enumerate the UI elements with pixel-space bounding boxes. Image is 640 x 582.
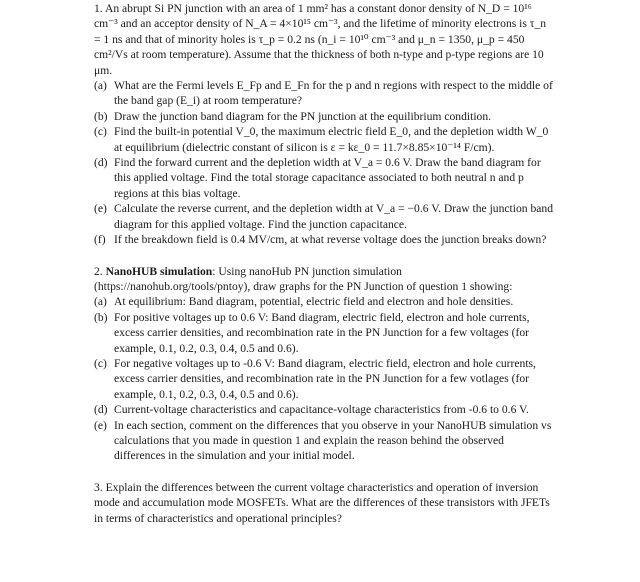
- part-text: If the breakdown field is 0.4 MV/cm, at what reverse voltage does the junction breaks down?: [114, 233, 547, 247]
- part-text: Draw the junction band diagram for the PN junction at the equilibrium condition.: [114, 109, 492, 123]
- part-text: At equilibrium: Band diagram, potential, electric field and electron and hole densities.: [114, 295, 514, 309]
- question-3: [94, 480, 554, 526]
- part-label: (d): [94, 156, 108, 170]
- part-text: Find the forward current and the depletion width at V_a = 0.6 V. Draw the band diagram for this applied voltage. Find the total storage capacitance associated to both neutral n and p regions at this bias voltage.: [114, 156, 541, 200]
- problem-set: [94, 1, 554, 542]
- part-text: For positive voltages up to 0.6 V: Band diagram, electric field, electron and hole currents, excess carrier densities, and recombination rate in the PN Junction for a few voltages (for example, 0.1, 0.2, 0.3, 0.4, 0.5 and 0.6).: [114, 310, 530, 355]
- question-1-part-f: [94, 232, 554, 247]
- question-2-parts: [94, 294, 554, 463]
- question-1-part-a: [94, 78, 554, 109]
- question-2: [94, 264, 554, 464]
- question-1-part-c: [94, 124, 554, 155]
- question-2-intro: [94, 264, 554, 295]
- question-1-part-b: [94, 109, 554, 124]
- part-text: Current-voltage characteristics and capacitance-voltage characteristics from -0.6 to 0.6 V.: [114, 403, 529, 417]
- part-label: (a): [94, 295, 107, 309]
- part-label: (f): [94, 233, 106, 247]
- question-2-part-a: [94, 294, 554, 309]
- question-1-part-e: [94, 201, 554, 232]
- part-text: Calculate the reverse current, and the depletion width at V_a = −0.6 V. Draw the junction band diagram for this applied voltage. Find the junction capacitance.: [114, 202, 554, 231]
- question-1: [94, 1, 554, 248]
- part-text: For negative voltages up to -0.6 V: Band diagram, electric field, electron and hole currents, excess carrier densities, and recombination rate in the PN Junction for a few votlages (for example, 0.1, 0.2, 0.3, 0.4, 0.5 and 0.6).: [114, 356, 536, 401]
- part-label: (c): [94, 125, 107, 139]
- question-2-title: NanoHUB simulation: [105, 264, 213, 278]
- part-text: Find the built-in potential V_0, the maximum electric field E_0, and the depletion width W_0 at equilibrium (dielectric constant of silicon is ε = kε_0 = 11.7×8.85×10⁻¹⁴ F/cm).: [114, 125, 549, 154]
- question-2-part-c: [94, 356, 554, 402]
- part-label: (b): [94, 310, 108, 324]
- part-label: (a): [94, 79, 107, 93]
- part-label: (e): [94, 418, 107, 432]
- question-3-text: 3. Explain the differences between the current voltage characteristics and operation of inversion mode and accumulation mode MOSFETs. What are the differences of these transistors with JFETs in terms of characteristics and operational principles?: [94, 480, 550, 525]
- question-1-parts: [94, 78, 554, 247]
- part-label: (e): [94, 202, 107, 216]
- question-2-part-b: [94, 310, 554, 356]
- part-label: (c): [94, 356, 107, 370]
- question-2-part-d: [94, 402, 554, 417]
- question-2-intro-text: : Using nanoHub PN junction simulation (https://nanohub.org/tools/pntoy), draw graphs for the PN Junction of question 1 showing:: [94, 264, 513, 293]
- question-1-part-d: [94, 155, 554, 201]
- part-text: In each section, comment on the differences that you observe in your NanoHUB simulation vs calculations that you made in question 1 and explain the reason behind the observed differences in the simulation and your initial model.: [114, 418, 552, 463]
- question-2-number: 2.: [94, 264, 103, 278]
- part-text: What are the Fermi levels E_Fp and E_Fn for the p and n regions with respect to the middle of the band gap (E_i) at room temperature?: [114, 79, 553, 108]
- part-label: (b): [94, 109, 108, 123]
- part-label: (d): [94, 403, 108, 417]
- question-1-intro: 1. An abrupt Si PN junction with an area of 1 mm² has a constant donor density of N_D = 10¹⁶ cm⁻³ and an acceptor density of N_A = 4×10¹⁵ cm⁻³, and the lifetime of minority electrons is τ_n = 1 ns and that of minority holes is τ_p = 0.2 ns (n_i = 10¹⁰ cm⁻³ and μ_n = 1350, μ_p = 450 cm²/Vs at room temperature). Assume that the thickness of both n-type and p-type regions are 10 μm.: [94, 2, 547, 77]
- question-2-part-e: [94, 418, 554, 464]
